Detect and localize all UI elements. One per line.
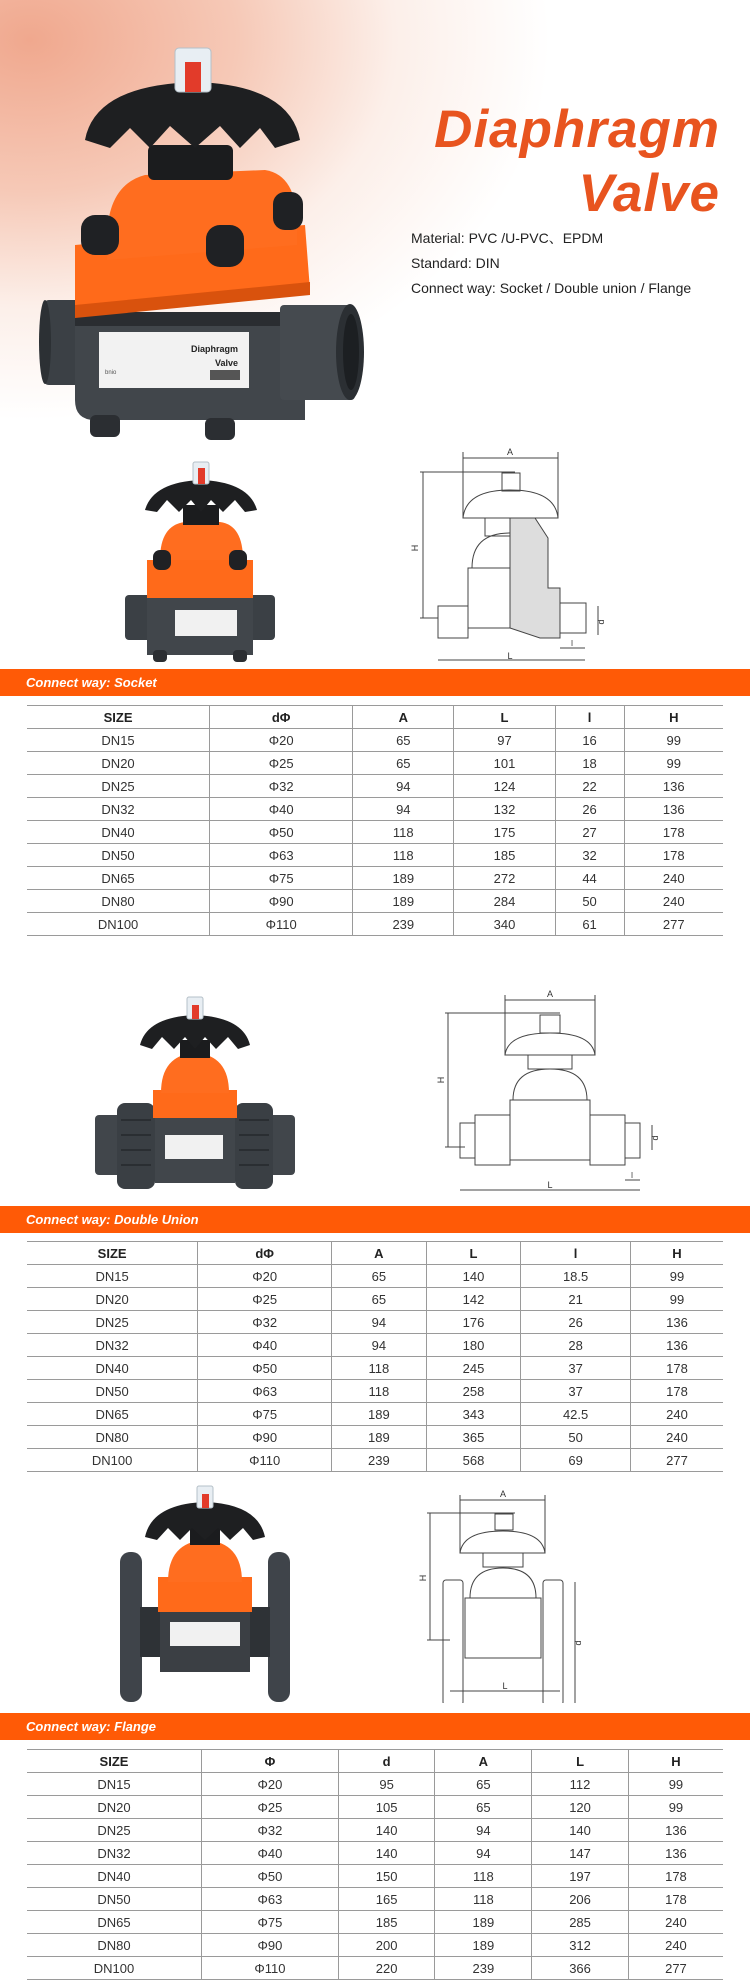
column-header: L — [426, 1242, 521, 1265]
table-cell: 189 — [332, 1403, 427, 1426]
table-cell: 245 — [426, 1357, 521, 1380]
table-row — [27, 775, 723, 798]
table-row — [27, 867, 723, 890]
table-cell: Φ25 — [210, 752, 353, 775]
table-row — [27, 729, 723, 752]
table-cell: 94 — [353, 775, 454, 798]
table-cell: Φ75 — [210, 867, 353, 890]
table-cell: 175 — [454, 821, 555, 844]
title-line-1: Diaphragm — [434, 100, 720, 159]
column-header: H — [624, 706, 723, 729]
section-band-double-union: Connect way: Double Union — [0, 1206, 750, 1233]
column-header: A — [332, 1242, 427, 1265]
table-cell: Φ110 — [198, 1449, 332, 1472]
table-cell: Φ75 — [202, 1911, 339, 1934]
table-cell: DN15 — [27, 1265, 198, 1288]
table-cell: Φ75 — [198, 1403, 332, 1426]
table-cell: 189 — [435, 1911, 532, 1934]
table-cell: 239 — [435, 1957, 532, 1980]
table-row — [27, 1888, 723, 1911]
table-cell: DN65 — [27, 867, 210, 890]
table-cell: DN40 — [27, 1357, 198, 1380]
table-cell: 140 — [338, 1842, 435, 1865]
svg-text:l: l — [571, 639, 573, 648]
svg-text:bnio: bnio — [105, 370, 117, 376]
table-cell: DN40 — [27, 1865, 202, 1888]
table-row — [27, 1334, 723, 1357]
table-cell: 185 — [338, 1911, 435, 1934]
spec-standard: Standard: DIN — [411, 255, 500, 271]
table-cell: DN15 — [27, 1773, 202, 1796]
table-cell: DN65 — [27, 1403, 198, 1426]
table-cell: 197 — [532, 1865, 629, 1888]
svg-text:H: H — [418, 1574, 428, 1582]
table-row — [27, 1449, 723, 1472]
table-row — [27, 821, 723, 844]
table-cell: 136 — [630, 1334, 723, 1357]
table-cell: DN100 — [27, 1957, 202, 1980]
table-row — [27, 798, 723, 821]
table-cell: 99 — [628, 1796, 723, 1819]
spec-list — [411, 226, 691, 301]
table-cell: 99 — [624, 752, 723, 775]
svg-text:H: H — [436, 1076, 446, 1084]
table-cell: Φ32 — [210, 775, 353, 798]
table-cell: 165 — [338, 1888, 435, 1911]
table-cell: Φ110 — [202, 1957, 339, 1980]
svg-text:Valve: Valve — [214, 358, 238, 368]
table-cell: 28 — [521, 1334, 631, 1357]
table-cell: 142 — [426, 1288, 521, 1311]
table-row — [27, 1934, 723, 1957]
table-cell: 136 — [628, 1842, 723, 1865]
product-photo-socket — [125, 450, 275, 665]
table-cell: DN100 — [27, 1449, 198, 1472]
column-header: SIZE — [27, 1750, 202, 1773]
title-line-2: Valve — [578, 164, 720, 223]
table-cell: 42.5 — [521, 1403, 631, 1426]
svg-text:d: d — [650, 1135, 660, 1141]
table-cell: 340 — [454, 913, 555, 936]
table-cell: 178 — [628, 1888, 723, 1911]
table-cell: DN40 — [27, 821, 210, 844]
svg-text:d: d — [596, 619, 606, 625]
table-cell: 65 — [435, 1796, 532, 1819]
table-cell: 140 — [426, 1265, 521, 1288]
table-row — [27, 1426, 723, 1449]
table-cell: 343 — [426, 1403, 521, 1426]
table-cell: 101 — [454, 752, 555, 775]
table-cell: 99 — [630, 1288, 723, 1311]
column-header: SIZE — [27, 1242, 198, 1265]
table-cell: 65 — [332, 1265, 427, 1288]
page-title — [434, 98, 720, 226]
table-row — [27, 1865, 723, 1888]
table-cell: 118 — [332, 1380, 427, 1403]
table-cell: 65 — [353, 729, 454, 752]
product-photo-main — [35, 20, 365, 440]
table-row — [27, 1911, 723, 1934]
table-cell: DN20 — [27, 752, 210, 775]
column-header: L — [532, 1750, 629, 1773]
spec-connect-way: Connect way: Socket / Double union / Flange — [411, 280, 692, 296]
table-cell: Φ90 — [202, 1934, 339, 1957]
table-cell: 65 — [332, 1288, 427, 1311]
table-cell: 140 — [532, 1819, 629, 1842]
table-cell: Φ63 — [210, 844, 353, 867]
svg-text:L: L — [547, 1180, 553, 1190]
table-cell: 44 — [555, 867, 624, 890]
spec-material: Material: PVC /U-PVC、EPDM — [411, 230, 604, 246]
table-cell: Φ110 — [210, 913, 353, 936]
table-cell: DN20 — [27, 1288, 198, 1311]
table-cell: Φ40 — [202, 1842, 339, 1865]
table-cell: Φ25 — [198, 1288, 332, 1311]
svg-text:L: L — [507, 651, 513, 661]
column-header: A — [353, 706, 454, 729]
table-cell: 32 — [555, 844, 624, 867]
table-cell: 97 — [454, 729, 555, 752]
column-header: SIZE — [27, 706, 210, 729]
table-row — [27, 1265, 723, 1288]
table-cell: Φ90 — [198, 1426, 332, 1449]
table-cell: 69 — [521, 1449, 631, 1472]
column-header: Φ — [202, 1750, 339, 1773]
table-row — [27, 1311, 723, 1334]
table-cell: 240 — [630, 1426, 723, 1449]
table-cell: 21 — [521, 1288, 631, 1311]
table-cell: 240 — [624, 890, 723, 913]
column-header: l — [555, 706, 624, 729]
table-cell: 50 — [521, 1426, 631, 1449]
svg-text:H: H — [410, 544, 420, 552]
table-cell: Φ50 — [210, 821, 353, 844]
table-cell: 99 — [630, 1265, 723, 1288]
table-cell: 277 — [624, 913, 723, 936]
table-cell: 366 — [532, 1957, 629, 1980]
table-cell: DN65 — [27, 1911, 202, 1934]
table-cell: 240 — [624, 867, 723, 890]
table-cell: DN50 — [27, 1380, 198, 1403]
table-cell: 22 — [555, 775, 624, 798]
table-cell: 94 — [332, 1334, 427, 1357]
table-cell: 37 — [521, 1380, 631, 1403]
table-cell: 118 — [353, 844, 454, 867]
table-header-row — [27, 706, 723, 729]
table-cell: 136 — [628, 1819, 723, 1842]
table-cell: 147 — [532, 1842, 629, 1865]
table-cell: DN50 — [27, 1888, 202, 1911]
table-cell: 118 — [332, 1357, 427, 1380]
table-cell: 18 — [555, 752, 624, 775]
svg-text:A: A — [546, 989, 554, 999]
table-cell: Φ40 — [210, 798, 353, 821]
table-cell: Φ40 — [198, 1334, 332, 1357]
table-cell: 239 — [332, 1449, 427, 1472]
column-header: dΦ — [198, 1242, 332, 1265]
column-header: A — [435, 1750, 532, 1773]
table-cell: Φ32 — [202, 1819, 339, 1842]
table-cell: Φ32 — [198, 1311, 332, 1334]
table-row — [27, 1403, 723, 1426]
svg-text:A: A — [499, 1489, 507, 1499]
column-header: l — [521, 1242, 631, 1265]
table-cell: 37 — [521, 1357, 631, 1380]
svg-text:l: l — [631, 1171, 633, 1180]
table-header-row — [27, 1242, 723, 1265]
table-cell: Φ63 — [198, 1380, 332, 1403]
table-cell: 95 — [338, 1773, 435, 1796]
table-row — [27, 1357, 723, 1380]
table-row — [27, 1796, 723, 1819]
table-cell: 189 — [353, 867, 454, 890]
table-cell: Φ20 — [210, 729, 353, 752]
column-header: dΦ — [210, 706, 353, 729]
table-row — [27, 1380, 723, 1403]
table-cell: 200 — [338, 1934, 435, 1957]
table-cell: 26 — [521, 1311, 631, 1334]
table-cell: Φ20 — [198, 1265, 332, 1288]
table-cell: 178 — [630, 1380, 723, 1403]
table-cell: 136 — [630, 1311, 723, 1334]
table-cell: 277 — [628, 1957, 723, 1980]
table-cell: 272 — [454, 867, 555, 890]
table-cell: 178 — [624, 844, 723, 867]
spec-table-socket — [27, 705, 723, 936]
table-cell: 178 — [630, 1357, 723, 1380]
table-cell: 140 — [338, 1819, 435, 1842]
table-cell: 65 — [353, 752, 454, 775]
section-band-flange: Connect way: Flange — [0, 1713, 750, 1740]
table-row — [27, 844, 723, 867]
table-cell: 16 — [555, 729, 624, 752]
table-cell: 132 — [454, 798, 555, 821]
table-cell: 136 — [624, 775, 723, 798]
table-cell: 136 — [624, 798, 723, 821]
table-cell: DN15 — [27, 729, 210, 752]
table-cell: DN80 — [27, 890, 210, 913]
table-cell: Φ90 — [210, 890, 353, 913]
table-row — [27, 1288, 723, 1311]
table-cell: 365 — [426, 1426, 521, 1449]
label-title: Diaphragm — [190, 344, 238, 354]
table-row — [27, 1819, 723, 1842]
table-cell: Φ50 — [198, 1357, 332, 1380]
table-cell: 26 — [555, 798, 624, 821]
table-cell: 94 — [435, 1842, 532, 1865]
section-band-socket: Connect way: Socket — [0, 669, 750, 696]
table-cell: DN32 — [27, 798, 210, 821]
table-cell: 206 — [532, 1888, 629, 1911]
table-cell: 150 — [338, 1865, 435, 1888]
table-cell: Φ50 — [202, 1865, 339, 1888]
table-row — [27, 752, 723, 775]
table-cell: 176 — [426, 1311, 521, 1334]
table-cell: 112 — [532, 1773, 629, 1796]
table-cell: 180 — [426, 1334, 521, 1357]
table-cell: 185 — [454, 844, 555, 867]
technical-drawing-flange — [405, 1478, 635, 1703]
column-header: H — [630, 1242, 723, 1265]
table-row — [27, 890, 723, 913]
table-cell: 65 — [435, 1773, 532, 1796]
product-photo-flange — [120, 1482, 290, 1707]
table-cell: 178 — [628, 1865, 723, 1888]
table-cell: DN25 — [27, 1819, 202, 1842]
column-header: H — [628, 1750, 723, 1773]
table-cell: DN80 — [27, 1934, 202, 1957]
table-row — [27, 1957, 723, 1980]
table-cell: 118 — [435, 1865, 532, 1888]
table-cell: 178 — [624, 821, 723, 844]
technical-drawing-socket — [390, 438, 640, 668]
table-cell: 312 — [532, 1934, 629, 1957]
svg-text:A: A — [506, 447, 514, 457]
table-cell: Φ20 — [202, 1773, 339, 1796]
table-cell: DN32 — [27, 1334, 198, 1357]
svg-text:L: L — [502, 1681, 508, 1691]
table-cell: 189 — [353, 890, 454, 913]
table-cell: 18.5 — [521, 1265, 631, 1288]
table-cell: 240 — [628, 1934, 723, 1957]
table-cell: 568 — [426, 1449, 521, 1472]
table-cell: 118 — [353, 821, 454, 844]
table-cell: DN25 — [27, 1311, 198, 1334]
table-cell: 27 — [555, 821, 624, 844]
table-cell: 240 — [628, 1911, 723, 1934]
table-cell: 94 — [332, 1311, 427, 1334]
table-cell: Φ25 — [202, 1796, 339, 1819]
table-cell: 189 — [435, 1934, 532, 1957]
table-cell: DN50 — [27, 844, 210, 867]
table-cell: 239 — [353, 913, 454, 936]
table-cell: 284 — [454, 890, 555, 913]
table-cell: 189 — [332, 1426, 427, 1449]
table-cell: DN25 — [27, 775, 210, 798]
product-photo-double-union — [95, 995, 295, 1190]
table-cell: 120 — [532, 1796, 629, 1819]
table-cell: DN20 — [27, 1796, 202, 1819]
table-cell: 118 — [435, 1888, 532, 1911]
table-header-row — [27, 1750, 723, 1773]
spec-table-flange — [27, 1749, 723, 1980]
table-cell: 105 — [338, 1796, 435, 1819]
table-cell: DN32 — [27, 1842, 202, 1865]
column-header: L — [454, 706, 555, 729]
table-cell: 258 — [426, 1380, 521, 1403]
technical-drawing-double-union — [420, 985, 680, 1200]
table-cell: 285 — [532, 1911, 629, 1934]
table-cell: 99 — [628, 1773, 723, 1796]
svg-text:d: d — [573, 1640, 583, 1646]
table-cell: 50 — [555, 890, 624, 913]
table-row — [27, 1842, 723, 1865]
table-row — [27, 913, 723, 936]
table-cell: Φ63 — [202, 1888, 339, 1911]
column-header: d — [338, 1750, 435, 1773]
table-cell: 124 — [454, 775, 555, 798]
table-cell: 61 — [555, 913, 624, 936]
table-cell: 277 — [630, 1449, 723, 1472]
table-cell: 94 — [353, 798, 454, 821]
table-cell: DN100 — [27, 913, 210, 936]
table-cell: 94 — [435, 1819, 532, 1842]
spec-table-double-union — [27, 1241, 723, 1472]
table-cell: 240 — [630, 1403, 723, 1426]
table-cell: 220 — [338, 1957, 435, 1980]
table-row — [27, 1773, 723, 1796]
table-cell: DN80 — [27, 1426, 198, 1449]
table-cell: 99 — [624, 729, 723, 752]
